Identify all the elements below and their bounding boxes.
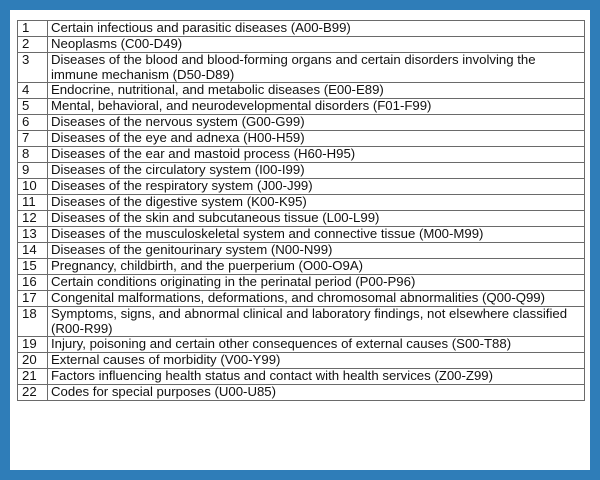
chapter-title: Diseases of the skin and subcutaneous tissue (L00-L99) [48, 211, 585, 227]
table-row [18, 53, 585, 83]
chapter-number: 17 [18, 291, 48, 307]
table-row [18, 259, 585, 275]
table-row [18, 337, 585, 353]
chapter-title: Congenital malformations, deformations, and chromosomal abnormalities (Q00-Q99) [48, 291, 585, 307]
chapter-title: Diseases of the nervous system (G00-G99) [48, 115, 585, 131]
table-row [18, 307, 585, 337]
table-row [18, 115, 585, 131]
chapter-title: Pregnancy, childbirth, and the puerperium (O00-O9A) [48, 259, 585, 275]
table-row [18, 353, 585, 369]
chapter-number: 3 [18, 53, 48, 83]
table-row [18, 227, 585, 243]
chapter-number: 5 [18, 99, 48, 115]
chapter-title: Injury, poisoning and certain other consequences of external causes (S00-T88) [48, 337, 585, 353]
table-row [18, 131, 585, 147]
chapter-number: 8 [18, 147, 48, 163]
chapter-number: 18 [18, 307, 48, 337]
table-row [18, 195, 585, 211]
table-row [18, 99, 585, 115]
table-row [18, 179, 585, 195]
chapter-number: 19 [18, 337, 48, 353]
table-row [18, 37, 585, 53]
chapter-number: 22 [18, 385, 48, 401]
chapter-title: Certain conditions originating in the perinatal period (P00-P96) [48, 275, 585, 291]
chapter-number: 9 [18, 163, 48, 179]
chapter-number: 20 [18, 353, 48, 369]
chapter-number: 11 [18, 195, 48, 211]
table-row [18, 211, 585, 227]
chapter-number: 13 [18, 227, 48, 243]
table-row [18, 291, 585, 307]
chapter-title: Diseases of the musculoskeletal system and connective tissue (M00-M99) [48, 227, 585, 243]
chapter-number: 7 [18, 131, 48, 147]
chapter-number: 1 [18, 21, 48, 37]
table-row [18, 83, 585, 99]
chapter-title: Diseases of the circulatory system (I00-I99) [48, 163, 585, 179]
chapter-title: Diseases of the respiratory system (J00-J99) [48, 179, 585, 195]
table-row [18, 147, 585, 163]
chapter-title: Mental, behavioral, and neurodevelopmental disorders (F01-F99) [48, 99, 585, 115]
table-row [18, 275, 585, 291]
chapter-number: 15 [18, 259, 48, 275]
chapter-title: Diseases of the genitourinary system (N00-N99) [48, 243, 585, 259]
chapter-title: Codes for special purposes (U00-U85) [48, 385, 585, 401]
table-row [18, 369, 585, 385]
chapter-title: Diseases of the blood and blood-forming organs and certain disorders involving the immune mechanism (D50-D89) [48, 53, 585, 83]
table-row [18, 243, 585, 259]
chapter-number: 14 [18, 243, 48, 259]
chapter-title: Certain infectious and parasitic diseases (A00-B99) [48, 21, 585, 37]
chapter-title: Endocrine, nutritional, and metabolic diseases (E00-E89) [48, 83, 585, 99]
chapter-title: Diseases of the ear and mastoid process (H60-H95) [48, 147, 585, 163]
chapter-number: 12 [18, 211, 48, 227]
chapter-title: Diseases of the digestive system (K00-K95) [48, 195, 585, 211]
chapter-number: 4 [18, 83, 48, 99]
chapter-title: Symptoms, signs, and abnormal clinical and laboratory findings, not elsewhere classified (R00-R99) [48, 307, 585, 337]
chapter-title: Diseases of the eye and adnexa (H00-H59) [48, 131, 585, 147]
chapter-number: 6 [18, 115, 48, 131]
chapter-title: Factors influencing health status and contact with health services (Z00-Z99) [48, 369, 585, 385]
chapter-number: 10 [18, 179, 48, 195]
table-row [18, 21, 585, 37]
icd-chapter-table [17, 20, 585, 401]
chapter-number: 21 [18, 369, 48, 385]
chapter-number: 2 [18, 37, 48, 53]
table-row [18, 385, 585, 401]
chapter-title: External causes of morbidity (V00-Y99) [48, 353, 585, 369]
chapter-number: 16 [18, 275, 48, 291]
chapter-title: Neoplasms (C00-D49) [48, 37, 585, 53]
table-row [18, 163, 585, 179]
